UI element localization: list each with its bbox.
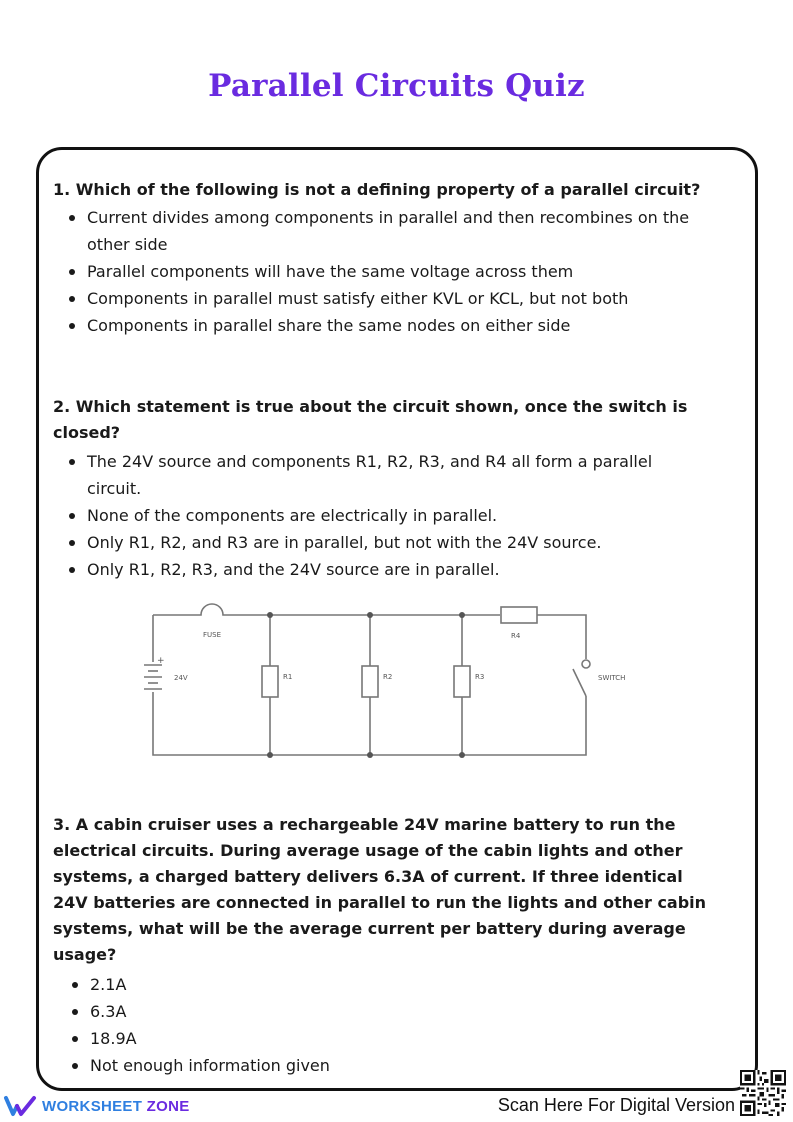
question-2-option-3[interactable]: Only R1, R2, and R3 are in parallel, but not with the 24V source. bbox=[65, 529, 705, 556]
page-title: Parallel Circuits Quiz bbox=[208, 68, 585, 104]
question-3-text: 3. A cabin cruiser uses a rechargeable 24V marine battery to run the electrical circuits. During average usage of the cabin lights and other systems, a charged battery delivers 6.3A of current. If three identical 24V batteries are connected in parallel to run the lights and other cabin systems, what will be the average current per battery during average usage? bbox=[53, 815, 707, 964]
r4-resistor bbox=[501, 607, 537, 623]
question-3-option-4[interactable]: Not enough information given bbox=[68, 1052, 668, 1079]
question-1-option-2[interactable]: Parallel components will have the same voltage across them bbox=[65, 258, 735, 285]
question-1-options bbox=[65, 204, 735, 339]
svg-text:+: + bbox=[157, 656, 165, 666]
r3-resistor bbox=[454, 666, 470, 697]
r2-label: R2 bbox=[383, 673, 393, 681]
question-3-option-3[interactable]: 18.9A bbox=[68, 1025, 668, 1052]
r2-resistor bbox=[362, 666, 378, 697]
question-3-option-2[interactable]: 6.3A bbox=[68, 998, 668, 1025]
r1-label: R1 bbox=[283, 673, 293, 681]
question-1-text: 1. Which of the following is not a defining property of a parallel circuit? bbox=[53, 180, 701, 199]
top-wire-with-fuse bbox=[153, 604, 500, 615]
question-2-option-4[interactable]: Only R1, R2, R3, and the 24V source are in parallel. bbox=[65, 556, 705, 583]
question-1-option-4[interactable]: Components in parallel share the same nodes on either side bbox=[65, 312, 735, 339]
switch-label: SWITCH bbox=[598, 674, 626, 682]
fuse-label: FUSE bbox=[203, 631, 222, 639]
scan-prompt: Scan Here For Digital Version bbox=[497, 1095, 735, 1115]
r4-wire bbox=[537, 615, 586, 659]
r3-label: R3 bbox=[475, 673, 485, 681]
logo-w-icon bbox=[4, 1095, 38, 1117]
source-label: 24V bbox=[174, 674, 188, 682]
question-2-text: 2. Which statement is true about the circuit shown, once the switch is closed? bbox=[53, 397, 688, 442]
question-3-options bbox=[68, 971, 668, 1079]
battery-symbol bbox=[144, 665, 162, 689]
switch-lever bbox=[573, 669, 586, 696]
r4-label: R4 bbox=[511, 632, 521, 640]
qr-code-icon[interactable] bbox=[740, 1070, 786, 1116]
switch-contact bbox=[582, 660, 590, 668]
r1-resistor bbox=[262, 666, 278, 697]
question-2-option-1[interactable]: The 24V source and components R1, R2, R3, and R4 all form a parallel circuit. bbox=[65, 448, 705, 502]
logo-text: WORKSHEET ZONE bbox=[42, 1097, 190, 1115]
question-1-option-3[interactable]: Components in parallel must satisfy either KVL or KCL, but not both bbox=[65, 285, 735, 312]
question-1-option-1[interactable]: Current divides among components in parallel and then recombines on the other side bbox=[65, 204, 735, 258]
worksheet-zone-logo[interactable] bbox=[4, 1094, 190, 1118]
question-2-option-2[interactable]: None of the components are electrically in parallel. bbox=[65, 502, 705, 529]
question-3-option-1[interactable]: 2.1A bbox=[68, 971, 668, 998]
question-2-options bbox=[65, 448, 705, 583]
circuit-diagram bbox=[140, 598, 626, 768]
